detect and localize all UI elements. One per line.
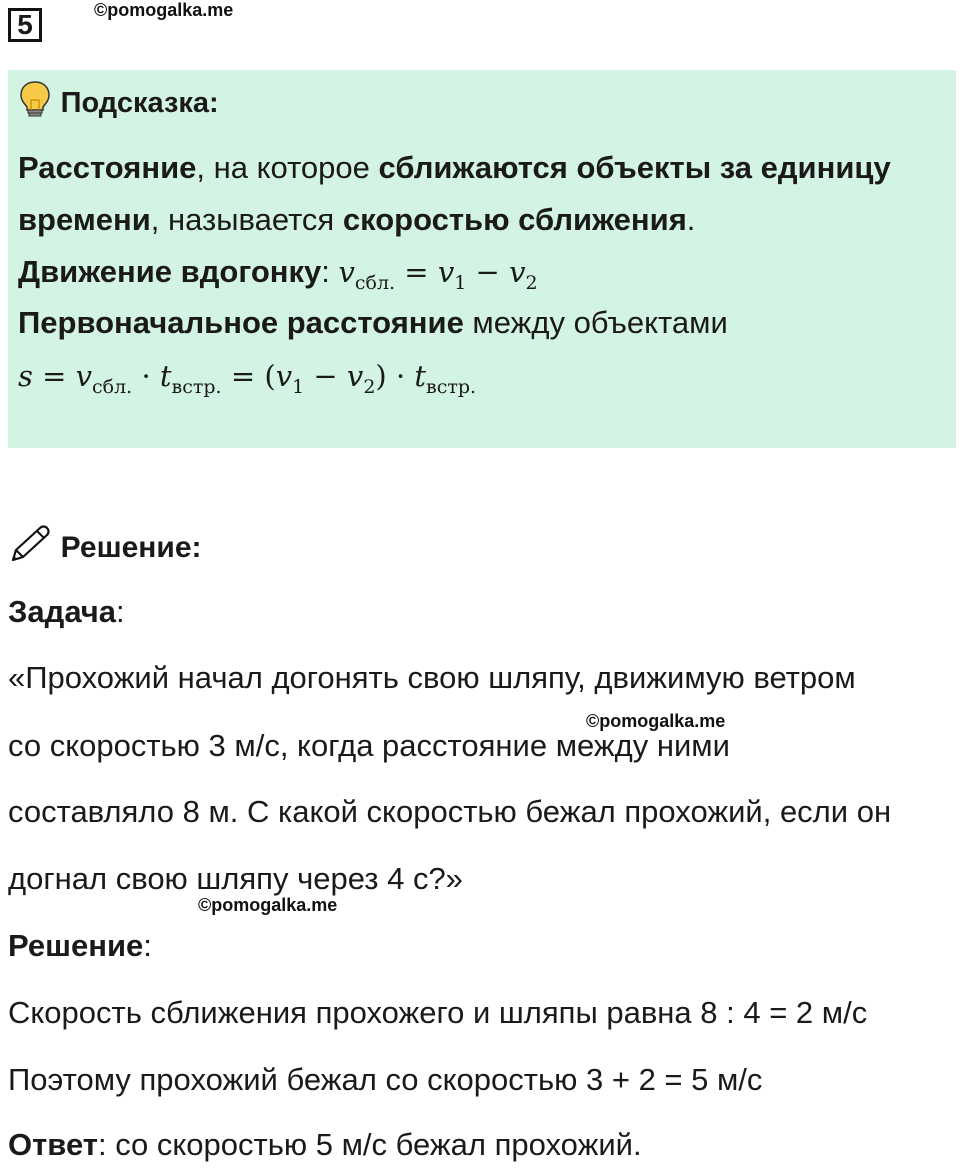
symbol: v — [275, 359, 293, 393]
task-number: 5 — [8, 8, 42, 42]
solution-line: Скорость сближения прохожего и шляпы равна 8 : 4 = 2 м/с — [8, 995, 868, 1030]
term-approach-speed: скоростью сближения — [342, 202, 687, 237]
subscript: 1 — [292, 376, 305, 398]
solution-label: Решение — [8, 928, 144, 963]
subscript: 2 — [525, 272, 538, 294]
hint-line-2 — [18, 200, 695, 240]
task-line: составляло 8 м. С какой скоростью бежал прохожий, если он — [8, 794, 892, 829]
lightbulb-icon — [18, 80, 52, 128]
hint-title: Подсказка: — [60, 87, 219, 120]
symbol: v — [338, 255, 355, 289]
symbol: = — [32, 359, 76, 393]
text: : — [116, 594, 125, 629]
hint-initial-line — [18, 303, 728, 343]
text: . — [686, 202, 696, 237]
watermark: ©pomogalka.me — [198, 895, 338, 915]
symbol: v — [346, 359, 364, 393]
subscript: встр. — [426, 376, 477, 398]
task-line: догнал свою шляпу через 4 с?» — [8, 861, 463, 896]
subscript: сбл. — [92, 376, 133, 398]
task-label-row — [8, 592, 125, 632]
subscript: 2 — [363, 376, 376, 398]
symbol: v — [437, 255, 455, 289]
symbol: v — [75, 359, 93, 393]
symbol: · — [386, 359, 415, 393]
chase-math — [338, 255, 538, 294]
hint-distance-formula — [18, 356, 476, 407]
task-label: Задача — [8, 594, 117, 629]
text: , называется — [150, 202, 343, 237]
pencil-icon — [8, 524, 52, 574]
symbol: s — [18, 359, 33, 393]
term-time: времени — [18, 202, 151, 237]
symbol: = — [221, 359, 265, 393]
term-approach: сближаются объекты за единицу — [378, 150, 891, 185]
solution-line: Поэтому прохожий бежал со скоростью 3 + 2 = 5 м/с — [8, 1062, 763, 1097]
text: , на которое — [196, 150, 379, 185]
term-distance: Расстояние — [18, 150, 197, 185]
text: между объектами — [463, 305, 728, 340]
hint-line-1 — [18, 148, 891, 188]
distance-math — [18, 359, 477, 398]
hint-chase-formula — [18, 252, 538, 303]
solution-label-row — [8, 926, 152, 966]
task-line: со скоростью 3 м/с, когда расстояние между ними — [8, 728, 730, 763]
symbol: t — [159, 359, 172, 393]
symbol: ( — [264, 359, 276, 393]
solution-header-row — [8, 524, 202, 574]
watermark: ©pomogalka.me — [586, 711, 726, 731]
chase-label: Движение вдогонку — [18, 254, 322, 289]
symbol: = — [395, 255, 438, 289]
text: : — [143, 928, 152, 963]
task-line: «Прохожий начал догонять свою шляпу, движимую ветром — [8, 660, 856, 695]
symbol: − — [466, 255, 510, 289]
text: : — [321, 254, 330, 289]
subscript: встр. — [171, 376, 222, 398]
initial-label: Первоначальное расстояние — [18, 305, 464, 340]
hint-title-row — [18, 80, 219, 128]
answer-text: : со скоростью 5 м/с бежал прохожий. — [97, 1127, 642, 1162]
subscript: 1 — [454, 272, 467, 294]
symbol: ) — [375, 359, 387, 393]
answer-label: Ответ — [8, 1127, 98, 1162]
symbol: − — [304, 359, 347, 393]
watermark: ©pomogalka.me — [94, 0, 234, 20]
answer-row — [8, 1125, 642, 1165]
symbol: t — [414, 359, 427, 393]
subscript: сбл. — [354, 272, 396, 294]
symbol: · — [132, 359, 160, 393]
solution-header: Решение: — [60, 531, 202, 565]
symbol: v — [509, 255, 526, 289]
